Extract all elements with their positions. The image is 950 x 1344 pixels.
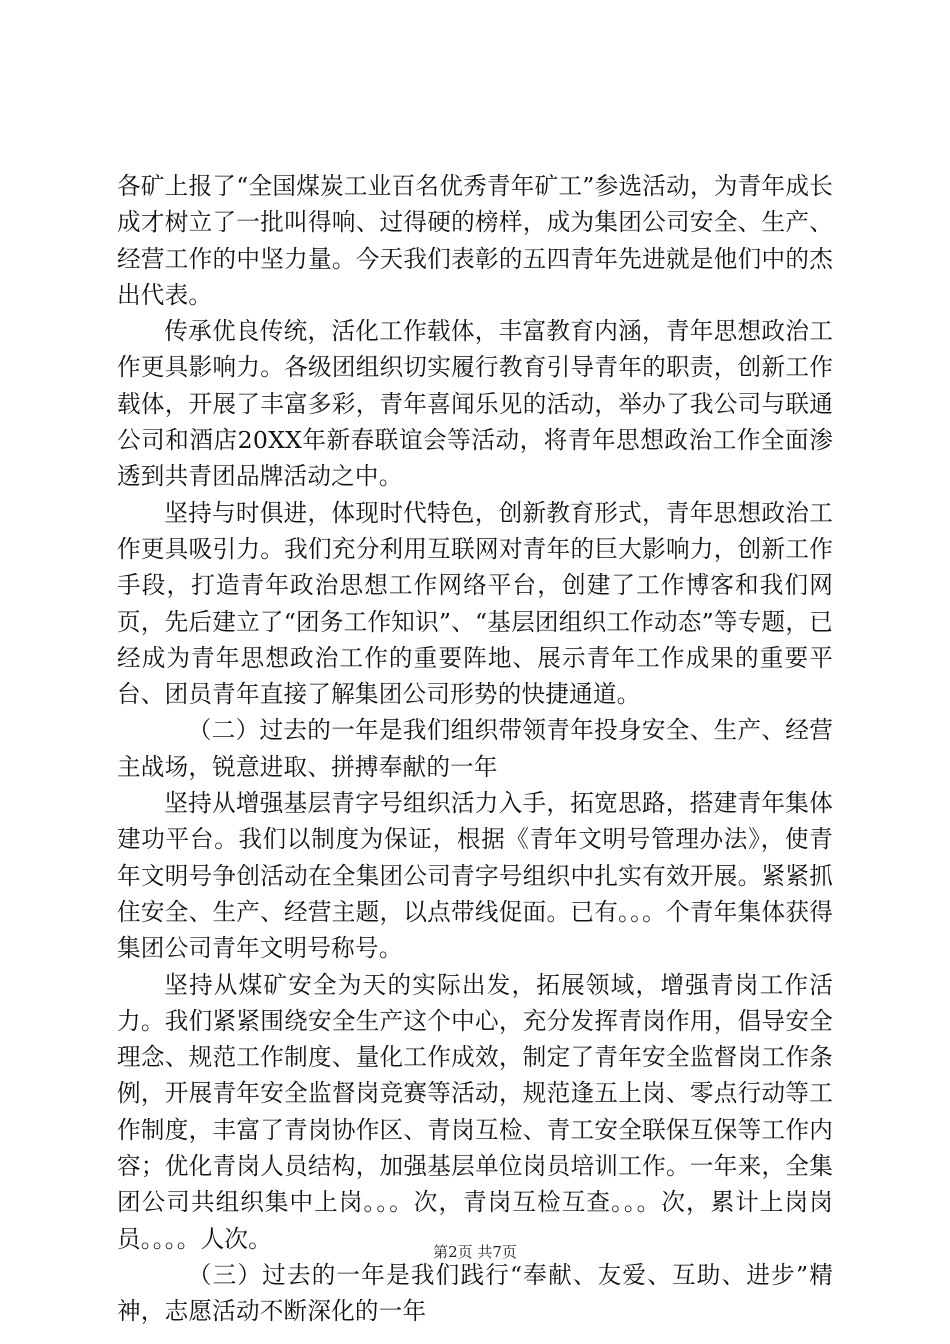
document-body xyxy=(117,168,833,1330)
paragraph-5: 坚持从煤矿安全为天的实际出发，拓展领域，增强青岗工作活力。我们紧紧围绕安全生产这个中心，充分发挥青岗作用，倡导安全理念、规范工作制度、量化工作成效，制定了青年安全监督岗工作条例，开展青年安全监督岗竞赛等活动，规范逢五上岗、零点行动等工作制度，丰富了青岗协作区、青岗互检、青工安全联保互保等工作内容；优化青岗人员结构，加强基层单位岗员培训工作。一年来，全集团公司共组织集中上岗。。。次，青岗互检互查。。。次，累计上岗岗员。。。。人次。 xyxy=(117,970,833,1253)
paragraph-1: 各矿上报了“全国煤炭工业百名优秀青年矿工”参选活动，为青年成长成才树立了一批叫得响、过得硬的榜样，成为集团公司安全、生产、经营工作的中坚力量。今天我们表彰的五四青年先进就是他们中的杰出代表。 xyxy=(117,172,833,309)
page-number: 第2页 共7页 xyxy=(433,1243,517,1261)
paragraph-4: 坚持从增强基层青字号组织活力入手，拓宽思路，搭建青年集体建功平台。我们以制度为保证，根据《青年文明号管理办法》，使青年文明号争创活动在全集团公司青字号组织中扎实有效开展。紧紧抓住安全、生产、经营主题，以点带线促面。已有。。。个青年集体获得集团公司青年文明号称号。 xyxy=(117,789,833,963)
section-heading-3: （三）过去的一年是我们践行“奉献、友爱、互助、进步”精神，志愿活动不断深化的一年 xyxy=(117,1260,833,1326)
page-footer xyxy=(0,1242,950,1262)
paragraph-2: 传承优良传统，活化工作载体，丰富教育内涵，青年思想政治工作更具影响力。各级团组织切实履行教育引导青年的职责，创新工作载体，开展了丰富多彩，青年喜闻乐见的活动，举办了我公司与联通公司和酒店20XX年新春联谊会等活动，将青年思想政治工作全面渗透到共青团品牌活动之中。 xyxy=(117,317,833,491)
section-heading-2: （二）过去的一年是我们组织带领青年投身安全、生产、经营主战场，锐意进取、拼搏奉献的一年 xyxy=(117,716,833,781)
paragraph-3: 坚持与时俱进，体现时代特色，创新教育形式，青年思想政治工作更具吸引力。我们充分利用互联网对青年的巨大影响力，创新工作手段，打造青年政治思想工作网络平台，创建了工作博客和我们网页，先后建立了“团务工作知识”、“基层团组织工作动态”等专题，已经成为青年思想政治工作的重要阵地、展示青年工作成果的重要平台、团员青年直接了解集团公司形势的快捷通道。 xyxy=(117,498,833,709)
